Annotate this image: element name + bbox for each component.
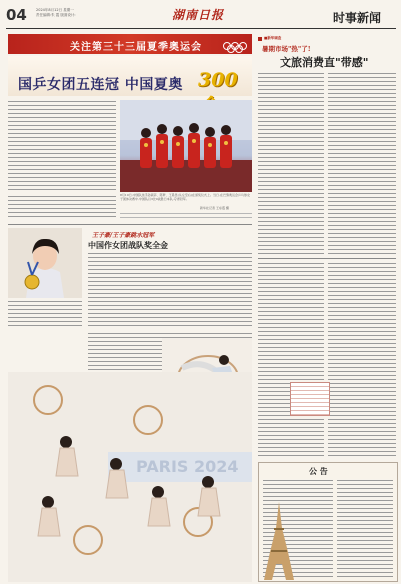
masthead-rule bbox=[6, 28, 396, 29]
masthead bbox=[0, 0, 401, 32]
athlete-medal-photo bbox=[8, 228, 82, 298]
eiffel-tower-icon bbox=[262, 500, 296, 580]
page-number: 04 bbox=[6, 6, 27, 24]
consumer-text-col1 bbox=[258, 72, 324, 256]
banner-title: 关注第三十三届夏季奥运会 bbox=[70, 42, 202, 53]
sub-headline: 中国作女团战队奖全金 bbox=[88, 240, 168, 250]
notice-text-col2 bbox=[337, 479, 393, 577]
sub-kicker: 王子豪/王子豪跳水冠军 bbox=[92, 232, 155, 239]
gymnastics-group-photo bbox=[8, 372, 252, 582]
right-divider bbox=[258, 258, 396, 259]
sub-article-text bbox=[88, 252, 252, 328]
olympics-article-text-2 bbox=[8, 195, 116, 217]
newspaper-logo: 湖南日报 bbox=[172, 8, 225, 22]
olympic-rings-icon bbox=[222, 38, 248, 50]
svg-text:PARIS 2024: PARIS 2024 bbox=[136, 457, 239, 476]
date-line: 2024年8月12日 星期一 bbox=[36, 8, 74, 12]
consumer-tag bbox=[258, 36, 318, 44]
tag-label: ■新华调查 bbox=[264, 36, 282, 40]
right-text-col2 bbox=[328, 262, 396, 458]
sub-article-text-left bbox=[8, 300, 82, 328]
notice-title: 公 告 bbox=[309, 466, 328, 476]
olympics-article-text bbox=[8, 100, 116, 192]
olympics-headline: 国乒女团五连冠 中国夏奥 bbox=[18, 77, 183, 93]
editor-line: 责任编辑:朱 霞 版面设计: bbox=[36, 13, 76, 17]
photo-credit: 新华社记者 王东震 摄 bbox=[200, 206, 229, 210]
olympics-banner bbox=[8, 34, 252, 54]
medal-table bbox=[290, 382, 330, 416]
photo-caption: 8月10日,中国队选手孙颖莎、陈梦、王曼昱(从左至右)在颁奖仪式上。当日,在巴黎奥运会乒乓球女子团体决赛中,中国队以3比0战胜日本队,夺得冠军。 bbox=[120, 193, 250, 201]
consumer-kicker: 暑期市场"热"了! bbox=[262, 45, 311, 53]
section-title: 时事新闻 bbox=[333, 11, 382, 25]
gold-300-badge: 300 bbox=[198, 69, 238, 91]
tag-marker-icon bbox=[258, 37, 262, 41]
consumer-text-col2 bbox=[328, 72, 396, 256]
team-photo bbox=[120, 100, 252, 192]
olympics-headline-block bbox=[8, 56, 252, 96]
right-text-col1 bbox=[258, 262, 324, 458]
consumer-headline: 文旅消费直"带感" bbox=[280, 56, 369, 69]
olympics-article-text-3 bbox=[120, 212, 252, 220]
section-divider bbox=[8, 224, 252, 225]
